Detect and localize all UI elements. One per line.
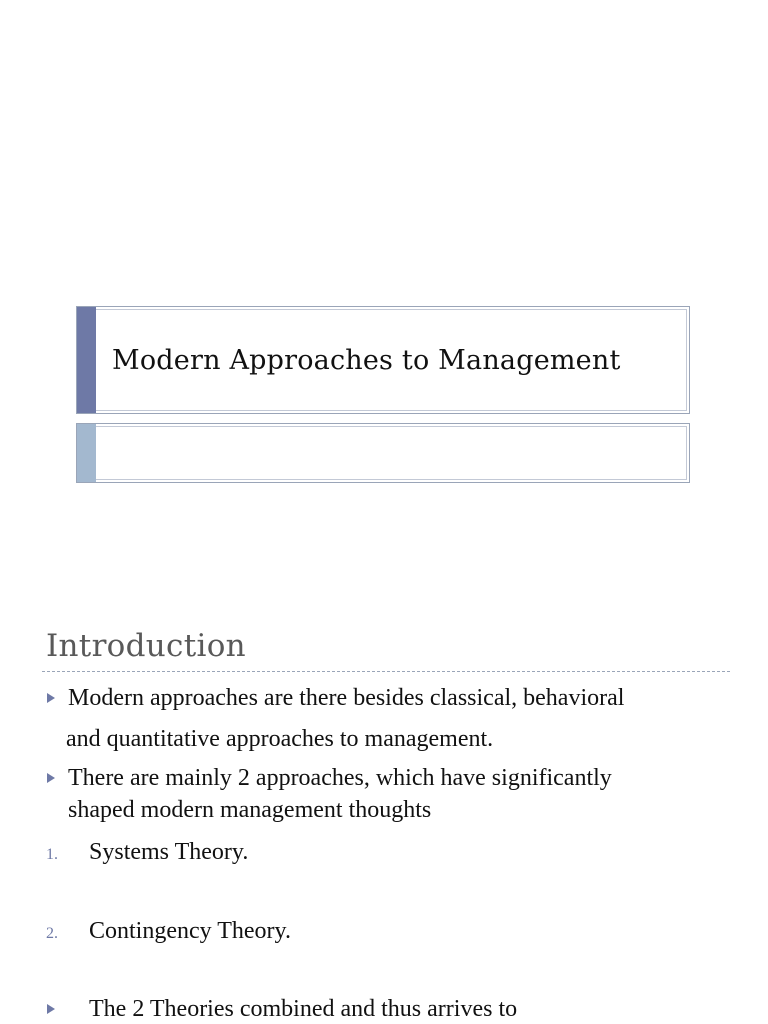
numbered-item-2: Contingency Theory. <box>89 918 291 944</box>
title-accent-bar <box>77 307 96 413</box>
subtitle-accent-bar <box>77 424 96 482</box>
bullet-icon <box>47 693 55 703</box>
title-box <box>76 306 690 414</box>
list-number-1: 1. <box>46 846 58 863</box>
bullet-1-line-1: Modern approaches are there besides classical, behavioral <box>68 685 625 711</box>
bullet-3-line-1: The 2 Theories combined and thus arrives to <box>89 996 518 1022</box>
subtitle-box <box>76 423 690 483</box>
slide-title: Modern Approaches to Management <box>112 344 621 376</box>
list-number-2: 2. <box>46 925 58 942</box>
bullet-2-line-1: There are mainly 2 approaches, which have significantly <box>68 765 612 791</box>
heading-divider <box>42 671 730 672</box>
content-heading: Introduction <box>46 628 246 664</box>
bullet-icon <box>47 773 55 783</box>
bullet-2-line-2: shaped modern management thoughts <box>68 797 432 823</box>
numbered-item-1: Systems Theory. <box>89 839 249 865</box>
bullet-icon <box>47 1004 55 1014</box>
bullet-1-line-2: and quantitative approaches to management. <box>66 726 494 752</box>
